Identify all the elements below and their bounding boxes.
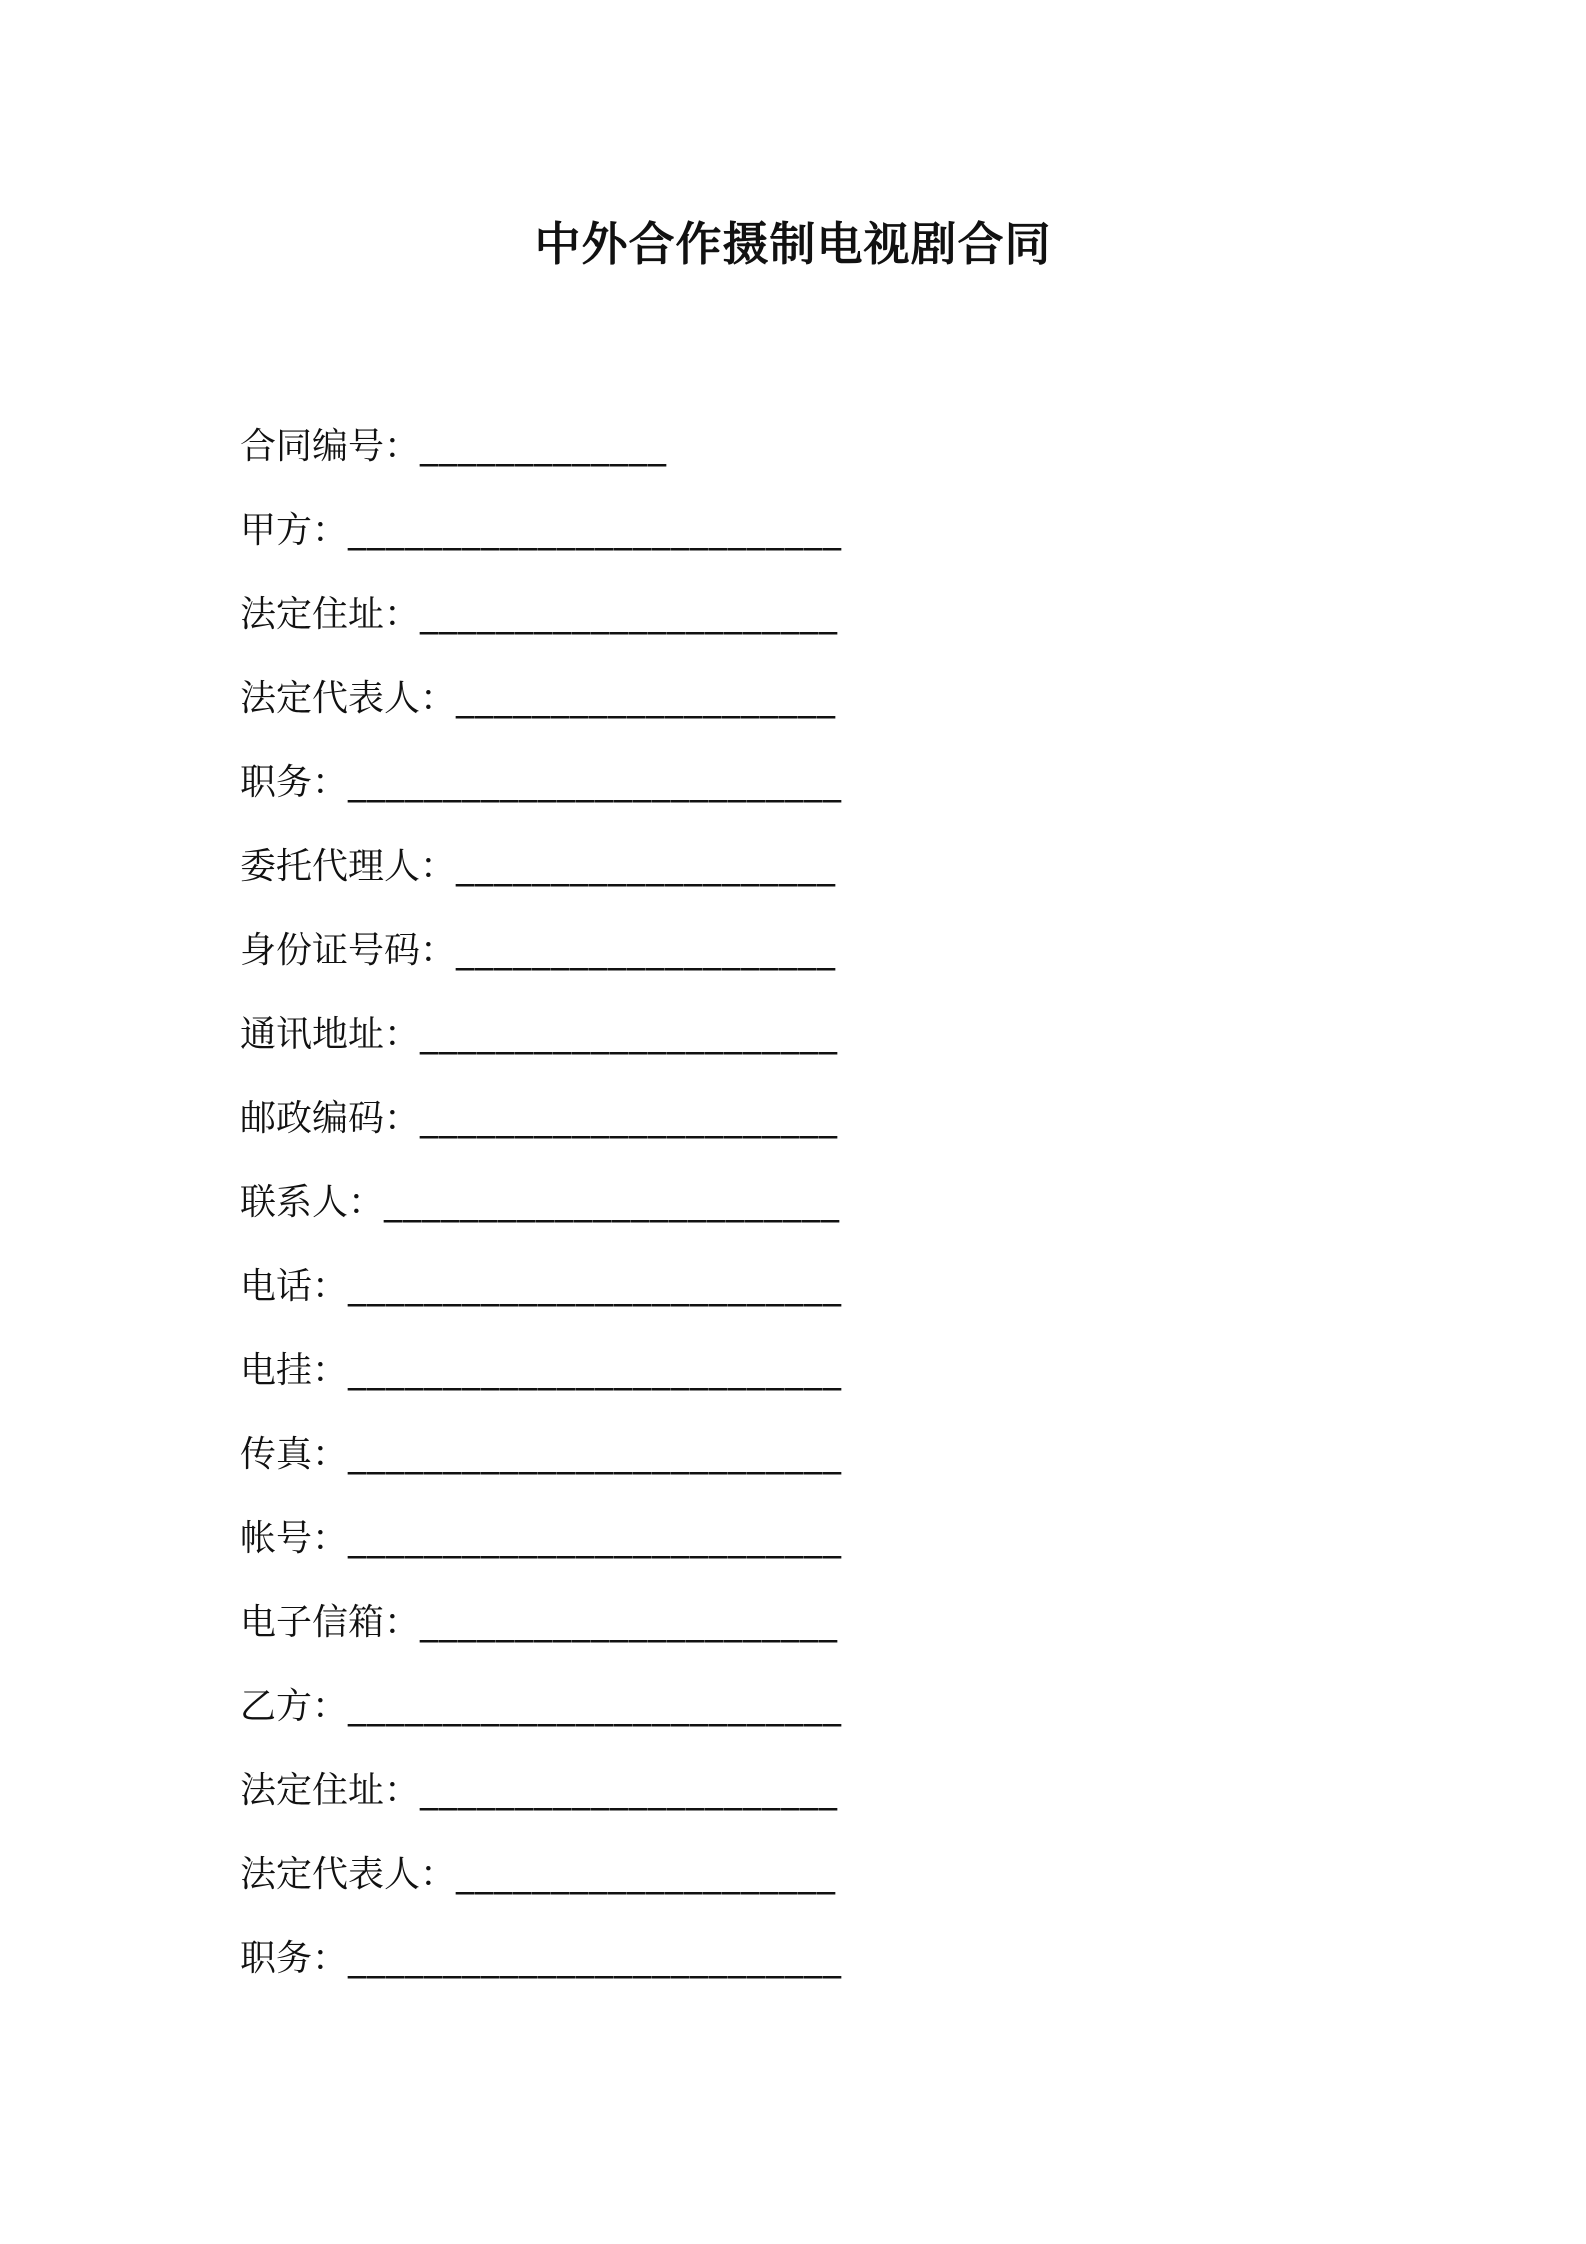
field-mailing-address [240, 993, 1340, 1077]
field-party-a-legal-representative [240, 657, 1340, 741]
fill-in-blank: ____________________ [456, 930, 837, 971]
fill-in-blank: ____________________ [456, 678, 837, 719]
field-label: 职务： [240, 762, 349, 803]
fill-in-blank: ______________________ [420, 1602, 839, 1643]
field-telephone [240, 1245, 1340, 1329]
field-account-number [240, 1497, 1340, 1581]
field-label: 通讯地址： [240, 1014, 421, 1055]
fill-in-blank: ______________________ [420, 594, 839, 635]
field-label: 传真： [240, 1434, 349, 1475]
contract-fields [240, 405, 1340, 2001]
field-postal-code [240, 1077, 1340, 1161]
field-contact-person [240, 1161, 1340, 1245]
field-label: 乙方： [240, 1686, 349, 1727]
fill-in-blank: __________________________ [348, 1518, 843, 1559]
field-party-b-legal-address [240, 1749, 1340, 1833]
field-party-b [240, 1665, 1340, 1749]
field-label: 法定代表人： [240, 678, 457, 719]
fill-in-blank: ____________________ [456, 1854, 837, 1895]
fill-in-blank: _____________ [420, 426, 668, 467]
fill-in-blank: ________________________ [384, 1182, 841, 1223]
field-party-b-position [240, 1917, 1340, 2001]
field-label: 身份证号码： [240, 930, 457, 971]
document-title: 中外合作摄制电视剧合同 [534, 217, 1052, 271]
field-label: 甲方： [240, 510, 349, 551]
fill-in-blank: __________________________ [348, 1350, 843, 1391]
fill-in-blank: ____________________ [456, 846, 837, 887]
fill-in-blank: ______________________ [420, 1770, 839, 1811]
field-id-number [240, 909, 1340, 993]
fill-in-blank: __________________________ [348, 1266, 843, 1307]
field-email [240, 1581, 1340, 1665]
field-label: 委托代理人： [240, 846, 457, 887]
fill-in-blank: __________________________ [348, 1938, 843, 1979]
field-authorized-agent [240, 825, 1340, 909]
field-label: 电话： [240, 1266, 349, 1307]
fill-in-blank: ______________________ [420, 1098, 839, 1139]
field-fax [240, 1413, 1340, 1497]
field-label: 法定住址： [240, 1770, 421, 1811]
fill-in-blank: ______________________ [420, 1014, 839, 1055]
field-label: 电挂： [240, 1350, 349, 1391]
field-party-b-legal-representative [240, 1833, 1340, 1917]
fill-in-blank: __________________________ [348, 510, 843, 551]
field-label: 职务： [240, 1938, 349, 1979]
fill-in-blank: __________________________ [348, 1686, 843, 1727]
field-label: 电子信箱： [240, 1602, 421, 1643]
field-label: 法定代表人： [240, 1854, 457, 1895]
field-contract-number [240, 405, 1340, 489]
fill-in-blank: __________________________ [348, 762, 843, 803]
field-party-a [240, 489, 1340, 573]
field-label: 联系人： [240, 1182, 385, 1223]
field-party-a-position [240, 741, 1340, 825]
fill-in-blank: __________________________ [348, 1434, 843, 1475]
field-cable [240, 1329, 1340, 1413]
field-label: 邮政编码： [240, 1098, 421, 1139]
field-label: 帐号： [240, 1518, 349, 1559]
field-label: 法定住址： [240, 594, 421, 635]
field-party-a-legal-address [240, 573, 1340, 657]
field-label: 合同编号： [240, 426, 421, 467]
